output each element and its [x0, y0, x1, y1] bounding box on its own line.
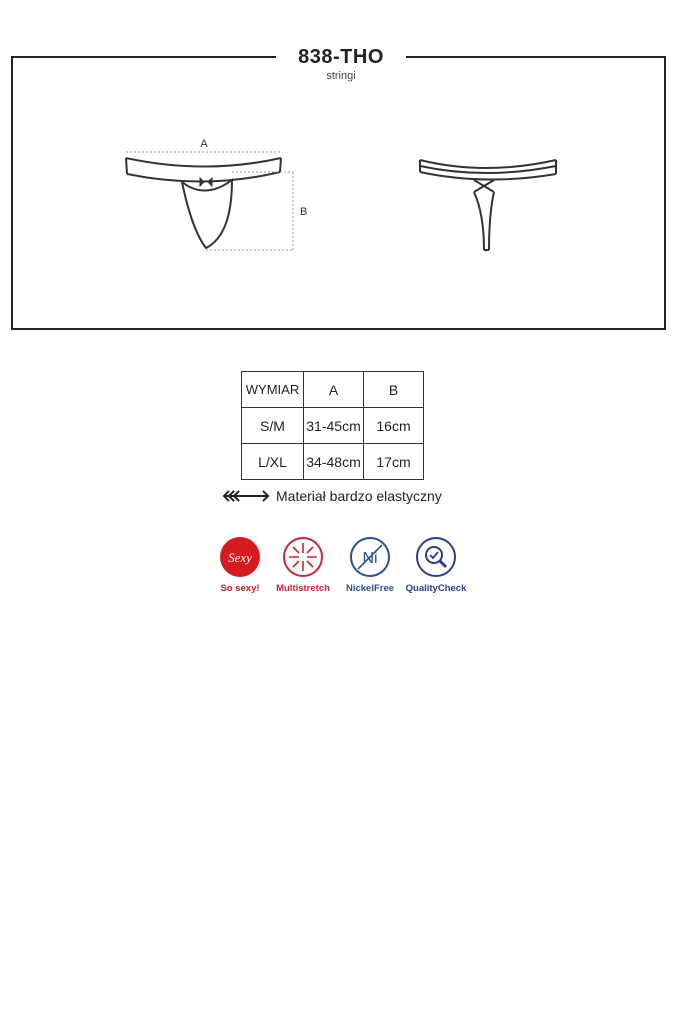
dimension-a-label: A	[200, 138, 208, 150]
size-cell: L/XL	[242, 444, 304, 480]
badge-label: So sexy!	[220, 583, 260, 594]
nickel-free-icon	[348, 535, 392, 579]
value-a-cell: 31-45cm	[304, 408, 364, 444]
elastic-note	[222, 486, 442, 506]
badge-multistretch	[268, 535, 338, 594]
back-view-thong	[420, 160, 556, 250]
badge-nickel-free	[335, 535, 405, 594]
table-row	[242, 408, 424, 444]
svg-text:Sexy: Sexy	[228, 550, 252, 565]
multistretch-icon	[281, 535, 325, 579]
badge-quality-check	[401, 535, 471, 594]
value-b-cell: 17cm	[364, 444, 424, 480]
badge-label: QualityCheck	[405, 583, 467, 594]
product-type: stringi	[326, 70, 356, 82]
elastic-note-text: Materiał bardzo elastyczny	[276, 488, 442, 504]
feature-badges	[205, 535, 475, 599]
header-cell-a: A	[304, 372, 364, 408]
badge-so-sexy	[205, 535, 275, 594]
size-table	[241, 371, 424, 480]
badge-label: NickelFree	[345, 583, 395, 594]
table-row	[242, 444, 424, 480]
product-code: 838-THO	[298, 46, 384, 68]
badge-label: Multistretch	[276, 583, 330, 594]
product-drawing	[0, 0, 680, 340]
dimension-b-label: B	[300, 206, 308, 218]
size-table-header	[242, 372, 424, 408]
size-cell: S/M	[242, 408, 304, 444]
quality-check-icon	[414, 535, 458, 579]
header-cell-dimension: WYMIAR	[242, 372, 304, 408]
sexy-icon	[218, 535, 262, 579]
stretch-arrows-icon	[222, 489, 270, 503]
value-b-cell: 16cm	[364, 408, 424, 444]
header-cell-b: B	[364, 372, 424, 408]
value-a-cell: 34-48cm	[304, 444, 364, 480]
svg-text:Ni: Ni	[362, 550, 378, 567]
